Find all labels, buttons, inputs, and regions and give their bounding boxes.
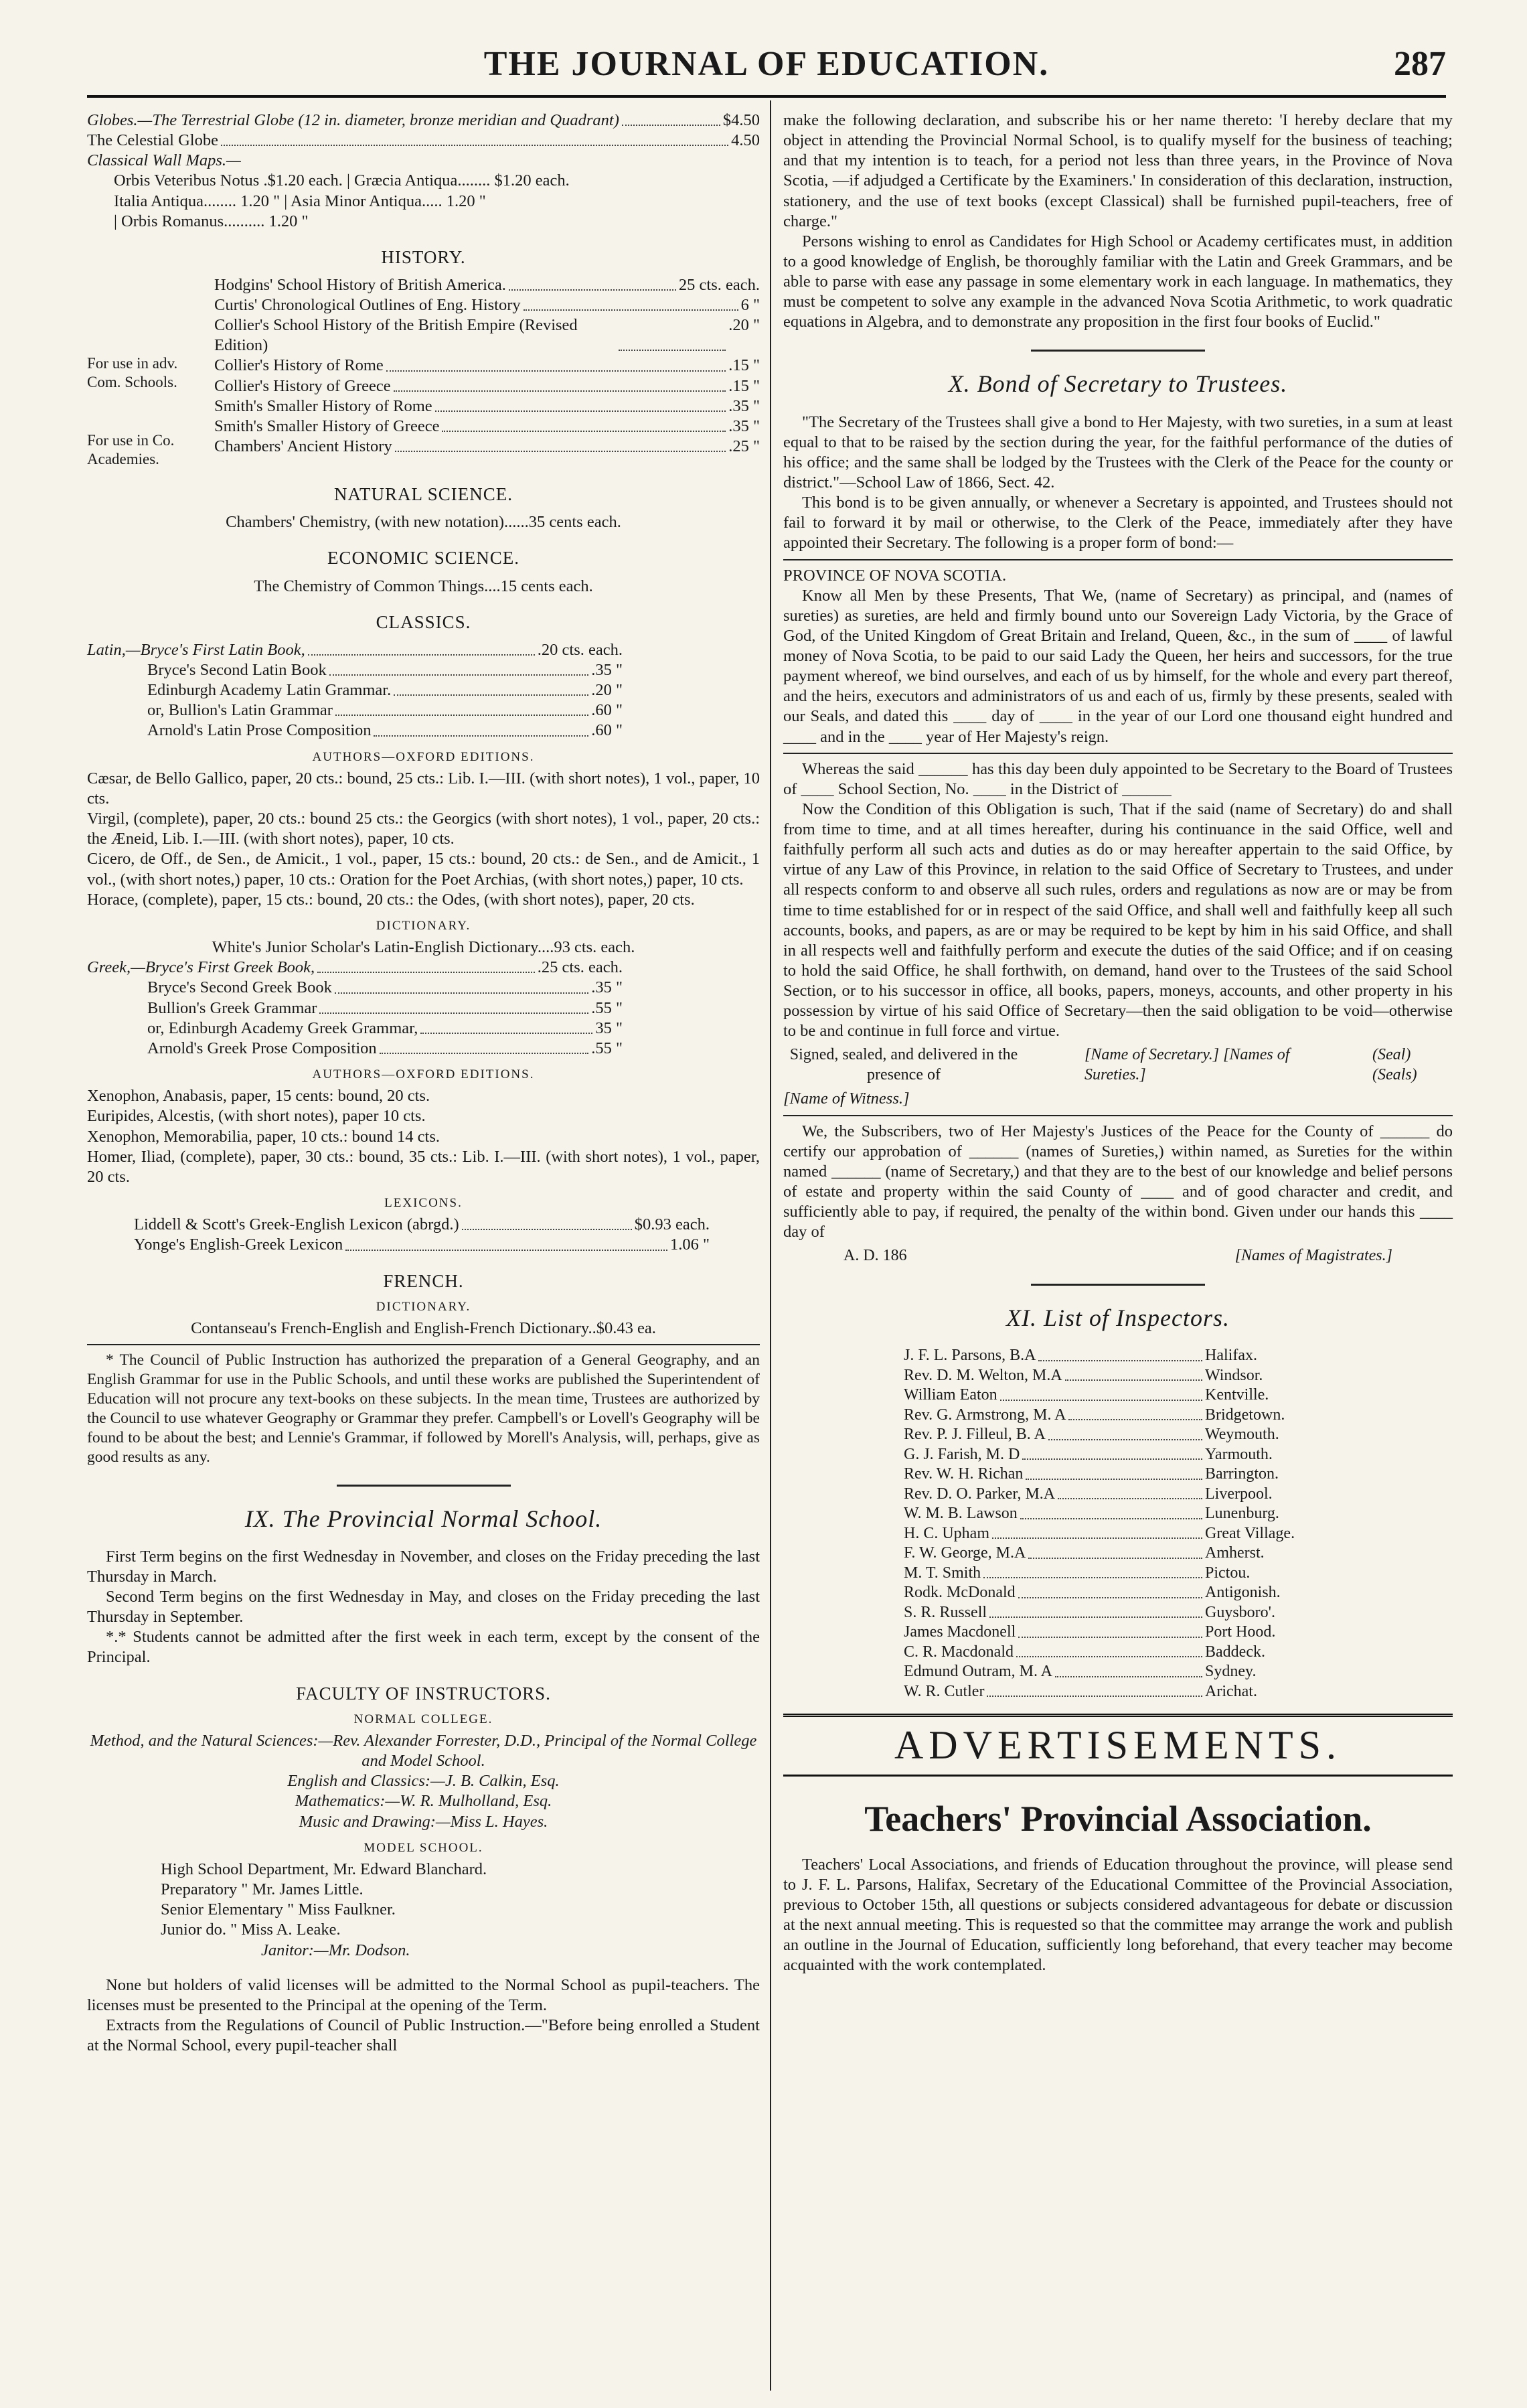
section-rule: [337, 1485, 511, 1487]
inspector-name: S. R. Russell: [904, 1603, 987, 1621]
inspector-name: Rev. P. J. Filleul, B. A: [904, 1426, 1046, 1444]
bond-form-paragraph: Now the Condition of this Obligation is such, That if the said (name of Secretary) do and shall from time to time, and at all times hereafter, during his continuance in the said Office, well and faithfully perform all such acts and duties as do or may hereafter appertain to the said Office, by virtue of any Law of this Province, in relation to the said Office of Secretary to Trustees, and under all respects conform to and observe all such rules, orders and regulations as now are or may be from time to time established for or in respect of the said Office, and shall well and faithfully keep all such accounts, books, and papers, as are or may be required to be kept by him in his said Office, and shall in all respects well and faithfully perform and execute the duties of the said Office; and if on ceasing to hold the said Office, he shall forthwith, on demand, hand over to the Trustees of the said School Section, or to his successor in office, all books, papers, moneys, accounts, and other property in his possession by virtue of his said Office of Secretary—then the said obligation to be void—otherwise to be and continue in full force and virtue.: [783, 800, 1453, 1041]
inspectors-list: [904, 1346, 1332, 1702]
association-heading: Teachers' Provincial Association.: [864, 1799, 1372, 1839]
leader-dots: [992, 1524, 1202, 1539]
bond-form-paragraph: Know all Men by these Presents, That We, (name of Secretary) as principal, and (names of sureties) as sureties, are held and firmly bound unto our Sovereign Lady Victoria, by the Grace of God, of the United Kingdom of Great Britain and Ireland, Queen, &c., in the sum of ____ of lawful money of Nova Scotia, to be paid to our said Lady the Queen, her heirs and successors, for the true payment whereof, we bind ourselves, and each of us by himself, for the whole and every part thereof, and the heirs, executors and administrators of us and each of us, firmly by these presents, sealed with our Seals, and dated this ____ day of ____ in the year of our Lord one thousand eight hundred and ____ and in the ____ year of Her Majesty's reign.: [783, 586, 1453, 746]
price-line: or, Edinburgh Academy Greek Grammar, 35 ": [147, 1019, 623, 1037]
leader-dots: [983, 1564, 1202, 1579]
justices-paragraph: We, the Subscribers, two of Her Majesty's Justices of the Peace for the County of ______ do certify our approbation of ______ (names of Sureties,) within named, as Sureties for the within named ______ (name of Secretary,) and that they are to the best of our knowledge and belief persons of estate and property within the said County of ____ and of good character and credit, and sufficiently able to pay, if required, the penalty of the within bond. Given under our hands this ____ day of: [783, 1122, 1453, 1241]
province-label: PROVINCE OF NOVA SCOTIA.: [783, 566, 1007, 585]
inspector-name: Rev. D. O. Parker, M.A: [904, 1485, 1056, 1503]
inspector-place: Windsor.: [1205, 1366, 1263, 1384]
inspector-place: Lunenburg.: [1205, 1505, 1279, 1523]
header-rule: [87, 95, 1446, 98]
inspector-row: [904, 1682, 1332, 1702]
leader-dots: [1065, 1366, 1202, 1381]
french-item: Contanseau's French-English and English-French Dictionary..$0.43 ea.: [191, 1319, 656, 1338]
council-note: * The Council of Public Instruction has authorized the preparation of a General Geography, and an English Grammar for use in the Public Schools, and until these works are published the Superintendent of Education will not procure any text-books on these subjects. In the mean time, Trustees are authorized by the Council to use whatever Geography or Grammar they prefer. Campbell's or Lovell's Geography will be found to be about the best; and Lennie's Grammar, if followed by Morell's Analysis, will, perhaps, give as good results as any.: [87, 1351, 760, 1466]
inspector-row: [904, 1583, 1332, 1603]
french-heading: FRENCH.: [383, 1270, 464, 1291]
bond-heading: X. Bond of Secretary to Trustees.: [948, 370, 1288, 398]
section-rule: [1031, 350, 1205, 352]
inspector-place: Antigonish.: [1205, 1584, 1281, 1602]
inspector-name: G. J. Farish, M. D: [904, 1445, 1020, 1463]
author-entry: Cicero, de Off., de Sen., de Amicit., 1 vol., paper, 15 cts.: bound, 20 cts.: de Sen., and de Amicit., 1 vol., (with short notes,) paper, 10 cts.: Oration for the Poet Archias, (with short notes,) paper, 10 cts.: [87, 850, 760, 889]
bond-paragraph: "The Secretary of the Trustees shall give a bond to Her Majesty, with two sureties, in a sum at least equal to that to be raised by the section during the year, for the faithful performance of the duties of his office; and the same shall be lodged by the Trustees with the Clerk of the Peace for the county or district."—School Law of 1866, Sect. 42.: [783, 412, 1453, 492]
inspector-row: [904, 1524, 1332, 1544]
wall-map-line: | Orbis Romanus.......... 1.20 ": [114, 212, 309, 230]
history-list: [214, 275, 760, 469]
inspector-place: Port Hood.: [1205, 1623, 1276, 1641]
seal-labels: (Seal) (Seals): [1372, 1046, 1417, 1083]
author-entry: Xenophon, Anabasis, paper, 15 cents: bound, 20 cts.: [87, 1087, 430, 1106]
leader-dots: [1038, 1346, 1202, 1361]
association-paragraph: Teachers' Local Associations, and friends of Education throughout the province, will please send to J. F. L. Parsons, Halifax, Secretary of the Educational Committee of the Provincial Association, previous to October 15th, all questions or subjects considered advantageous for debate or discussion at the next annual meeting. This is requested so that the committee may arrange the work and publish an outline in the Journal of Education, sufficiently long beforehand, that every teacher may become acquainted with the work contemplated.: [783, 1855, 1453, 1975]
author-entry: Euripides, Alcestis, (with short notes), paper 10 cts.: [87, 1107, 426, 1126]
inspector-place: Great Village.: [1205, 1524, 1295, 1542]
inspector-row: [904, 1385, 1332, 1406]
price-line: Collier's History of Rome .15 ": [214, 356, 760, 375]
inspector-row: [904, 1425, 1332, 1445]
normal-college-heading: NORMAL COLLEGE.: [353, 1712, 493, 1726]
note-rule: [87, 1344, 760, 1345]
advertisements-heading: ADVERTISEMENTS.: [783, 1714, 1453, 1777]
model-school-heading: MODEL SCHOOL.: [364, 1840, 483, 1855]
lexicons-list: [134, 1215, 710, 1255]
economic-science-item: The Chemistry of Common Things....15 cents each.: [254, 577, 593, 595]
price-line: Arnold's Greek Prose Composition .55 ": [147, 1039, 623, 1057]
page-number: 287: [1394, 45, 1446, 83]
wall-map-line: Italia Antiqua........ 1.20 " | Asia Minor Antiqua..... 1.20 ": [114, 192, 486, 210]
inspector-place: Pictou.: [1205, 1564, 1251, 1582]
inspector-row: [904, 1485, 1332, 1505]
model-school-list: [87, 1860, 760, 1961]
economic-science-heading: ECONOMIC SCIENCE.: [327, 548, 519, 569]
inspector-place: Yarmouth.: [1205, 1445, 1273, 1463]
page-header: [87, 40, 1446, 94]
inspector-name: W. R. Cutler: [904, 1682, 985, 1700]
leader-dots: [1026, 1464, 1202, 1480]
inspector-name: Rev. G. Armstrong, M. A: [904, 1406, 1066, 1424]
leader-dots: [1016, 1643, 1202, 1658]
inspector-place: Arichat.: [1205, 1682, 1257, 1700]
date-line: [783, 1246, 1453, 1266]
natural-science-item: Chambers' Chemistry, (with new notation)......35 cents each.: [226, 513, 621, 532]
leader-dots: [1018, 1583, 1202, 1598]
price-line: or, Bullion's Latin Grammar .60 ": [147, 701, 623, 720]
extract-paragraph: Extracts from the Regulations of Council of Public Instruction.—"Before being enrolled a Student at the Normal School, every pupil-teacher shall: [87, 2016, 760, 2055]
section-rule: [1031, 1284, 1205, 1286]
inspector-name: C. R. Macdonald: [904, 1643, 1014, 1661]
history-block: [87, 275, 760, 469]
normal-paragraph: First Term begins on the first Wednesday in November, and closes on the Friday preceding the last Thursday in March.: [87, 1547, 760, 1586]
author-entry: Cæsar, de Bello Gallico, paper, 20 cts.: bound, 25 cts.: Lib. I.—III. (with short notes), 1 vol., paper, 10 cts.: [87, 769, 760, 808]
inspector-name: H. C. Upham: [904, 1524, 989, 1542]
licence-paragraph: None but holders of valid licenses will be admitted to the Normal School as pupil-teachers. The licenses must be presented to the Principal at the opening of the Term.: [87, 1975, 760, 2014]
leader-dots: [1020, 1504, 1202, 1519]
journal-title: THE JOURNAL OF EDUCATION.: [483, 45, 1050, 83]
inspector-name: W. M. B. Lawson: [904, 1505, 1018, 1523]
faculty-line: Music and Drawing:—Miss L. Hayes.: [299, 1812, 548, 1831]
authors-heading: AUTHORS—OXFORD EDITIONS.: [312, 1067, 535, 1081]
inspectors-heading: XI. List of Inspectors.: [1006, 1304, 1230, 1331]
inspector-name: William Eaton: [904, 1386, 997, 1404]
inspector-place: Liverpool.: [1205, 1485, 1273, 1503]
inspector-place: Halifax.: [1205, 1347, 1257, 1365]
dictionary-heading: DICTIONARY.: [376, 918, 471, 933]
normal-paragraph: *.* Students cannot be admitted after the first week in each term, except by the consent of the Principal.: [87, 1628, 760, 1667]
left-column: [87, 110, 760, 2056]
signatory-names: [Name of Secretary.] [Names of Sureties.]: [1084, 1046, 1290, 1083]
column-divider: [770, 100, 771, 2391]
price-line: Collier's School History of the British Empire (Revised Edition) .20 ": [214, 316, 760, 355]
leader-dots: [989, 1603, 1202, 1619]
authors-heading: AUTHORS—OXFORD EDITIONS.: [312, 749, 535, 764]
inspector-place: Weymouth.: [1205, 1426, 1279, 1444]
globes-list: [87, 110, 760, 151]
price-line: Globes.—The Terrestrial Globe (12 in. diameter, bronze meridian and Quadrant) $4.50: [87, 111, 760, 129]
magistrates-label: [Names of Magistrates.]: [1234, 1247, 1392, 1265]
inspector-row: [904, 1366, 1332, 1386]
price-line: Edinburgh Academy Latin Grammar. .20 ": [147, 681, 623, 700]
witness-label: [Name of Witness.]: [783, 1089, 910, 1108]
price-line: Smith's Smaller History of Rome .35 ": [214, 396, 760, 415]
classics-heading: CLASSICS.: [376, 611, 471, 632]
leader-dots: [1028, 1544, 1202, 1559]
inspector-row: [904, 1623, 1332, 1643]
model-line: Junior do. " Miss A. Leake.: [161, 1921, 341, 1939]
normal-school-heading: IX. The Provincial Normal School.: [244, 1505, 602, 1532]
greek-list: [87, 958, 623, 1059]
inspector-place: Bridgetown.: [1205, 1406, 1285, 1424]
leader-dots: [1000, 1385, 1202, 1401]
inspector-row: [904, 1406, 1332, 1426]
normal-paragraph: Second Term begins on the first Wednesday in May, and closes on the Friday preceding the last Thursday in September.: [87, 1588, 760, 1627]
leader-dots: [1055, 1662, 1202, 1677]
inspector-row: [904, 1603, 1332, 1623]
price-line: Bullion's Greek Grammar .55 ": [147, 998, 623, 1017]
inspector-row: [904, 1564, 1332, 1584]
inspector-name: James Macdonell: [904, 1623, 1016, 1641]
price-line: The Celestial Globe 4.50: [87, 131, 760, 150]
price-line: Bryce's Second Greek Book .35 ": [147, 978, 623, 997]
right-column: [783, 110, 1453, 1975]
inspector-place: Baddeck.: [1205, 1643, 1265, 1661]
inspector-row: [904, 1464, 1332, 1485]
price-line: Yonge's English-Greek Lexicon 1.06 ": [134, 1235, 710, 1254]
model-line: Senior Elementary " Miss Faulkner.: [161, 1900, 396, 1919]
leader-dots: [1058, 1485, 1202, 1500]
price-line: Smith's Smaller History of Greece .35 ": [214, 417, 760, 435]
price-line: Liddell & Scott's Greek-English Lexicon (abrgd.) $0.93 each.: [134, 1215, 710, 1234]
signed-label: Signed, sealed, and delivered in the presence of: [789, 1046, 1018, 1083]
history-notes: For use in adv. Com. Schools. For use in Co. Academies.: [87, 354, 178, 467]
leader-dots: [1018, 1623, 1202, 1638]
signature-block: [783, 1045, 1453, 1085]
inspector-row: [904, 1662, 1332, 1682]
natural-science-heading: NATURAL SCIENCE.: [333, 484, 513, 505]
wall-map-line: Orbis Veteribus Notus .$1.20 each. | Græcia Antiqua........ $1.20 each.: [114, 171, 570, 190]
inspector-row: [904, 1445, 1332, 1465]
inspector-name: F. W. George, M.A: [904, 1544, 1026, 1562]
ad-date: A. D. 186: [843, 1247, 907, 1265]
price-line: Greek,—Bryce's First Greek Book, .25 cts. each.: [87, 958, 623, 977]
inspector-row: [904, 1504, 1332, 1524]
faculty-heading: FACULTY OF INSTRUCTORS.: [296, 1683, 551, 1704]
inspector-row: [904, 1544, 1332, 1564]
inspector-name: Rodk. McDonald: [904, 1584, 1016, 1602]
faculty-line: English and Classics:—J. B. Calkin, Esq.: [287, 1772, 560, 1791]
candidates-paragraph: Persons wishing to enrol as Candidates for High School or Academy certificates must, in addition to a good knowledge of English, be thoroughly familiar with the Latin and Greek Grammars, and be able to parse with ease any passage in some elementary work in each language. In mathematics, they must be competent to solve any example in the advanced Nova Scotia Arithmetic, to work quadratic equations in Algebra, and to demonstrate any proposition in the first four books of Euclid.": [783, 232, 1453, 331]
faculty-line: Method, and the Natural Sciences:—Rev. Alexander Forrester, D.D., Principal of the Normal College and Model School.: [90, 1732, 757, 1771]
inspector-name: J. F. L. Parsons, B.A: [904, 1347, 1036, 1365]
inspector-name: Edmund Outram, M. A: [904, 1663, 1052, 1681]
wall-maps-label: Classical Wall Maps.—: [87, 151, 241, 170]
inspector-name: Rev. D. M. Welton, M.A: [904, 1366, 1062, 1384]
inspector-place: Sydney.: [1205, 1663, 1257, 1681]
history-heading: HISTORY.: [381, 246, 466, 267]
inspector-row: [904, 1346, 1332, 1366]
price-line: Curtis' Chronological Outlines of Eng. History 6 ": [214, 296, 760, 315]
price-line: Arnold's Latin Prose Composition .60 ": [147, 721, 623, 740]
model-line: High School Department, Mr. Edward Blanchard.: [161, 1860, 487, 1879]
leader-dots: [1048, 1425, 1202, 1440]
french-dictionary-heading: DICTIONARY.: [376, 1299, 471, 1314]
author-entry: Homer, Iliad, (complete), paper, 30 cts.: bound, 35 cts.: Lib. I.—III. (with short notes), 1 vol., paper, 20 cts.: [87, 1147, 760, 1186]
price-line: Collier's History of Greece .15 ": [214, 376, 760, 395]
model-line: Preparatory " Mr. James Little.: [161, 1880, 364, 1899]
price-line: Hodgins' School History of British America. 25 cts. each.: [214, 275, 760, 294]
author-entry: Horace, (complete), paper, 15 cts.: bound, 20 cts.: the Odes, (with short notes), paper, 20 cts.: [87, 890, 695, 909]
form-rule: [783, 559, 1453, 560]
inspector-place: Amherst.: [1205, 1544, 1265, 1562]
dictionary-item: White's Junior Scholar's Latin-English Dictionary....93 cts. each.: [212, 938, 635, 957]
inspector-name: Rev. W. H. Richan: [904, 1465, 1024, 1483]
price-line: Chambers' Ancient History .25 ": [214, 437, 760, 455]
inspector-place: Barrington.: [1205, 1465, 1279, 1483]
leader-dots: [1022, 1445, 1202, 1460]
bond-paragraph: This bond is to be given annually, or whenever a Secretary is appointed, and Trustees should not fail to forward it by mail or otherwise, to the Clerk of the Peace, immediately after they have appointed their Secretary. The following is a proper form of bond:—: [783, 494, 1453, 552]
price-line: Bryce's Second Latin Book .35 ": [147, 661, 623, 680]
lexicons-heading: LEXICONS.: [384, 1195, 463, 1210]
faculty-line: Mathematics:—W. R. Mulholland, Esq.: [295, 1792, 552, 1811]
author-entry: Virgil, (complete), paper, 20 cts.: bound 25 cts.: the Georgics (with short notes), 1 vol., paper, 20 cts.: the Æneid, Lib. I.—III. (with short notes), paper, 10 cts.: [87, 810, 760, 848]
inspector-place: Kentville.: [1205, 1386, 1269, 1404]
author-entry: Xenophon, Memorabilia, paper, 10 cts.: bound 14 cts.: [87, 1127, 440, 1146]
inspector-row: [904, 1643, 1332, 1663]
model-line: Janitor:—Mr. Dodson.: [261, 1941, 410, 1959]
form-rule: [783, 1115, 1453, 1116]
declaration-paragraph: make the following declaration, and subscribe his or her name thereto: 'I hereby declare that my object in attending the Provincial Normal School, is to qualify myself for the business of teaching; and that my intention is to teach, for a period not less than three years, in the Province of Nova Scotia, —if adjudged a Certificate by the Examiners.' In consideration of this declaration, instruction, stationery, and the use of text books (except Classical) shall be furnished pupil-teachers, free of charge.": [783, 111, 1453, 230]
inspector-place: Guysboro'.: [1205, 1603, 1275, 1621]
leader-dots: [987, 1682, 1202, 1698]
price-line: Latin,—Bryce's First Latin Book, .20 cts. each.: [87, 640, 623, 659]
form-rule: [783, 753, 1453, 754]
bond-form-paragraph: Whereas the said ______ has this day been duly appointed to be Secretary to the Board of Trustees of ____ School Section, No. ____ in the District of ______: [783, 759, 1453, 798]
inspector-name: M. T. Smith: [904, 1564, 981, 1582]
leader-dots: [1068, 1406, 1202, 1421]
latin-list: [87, 640, 623, 741]
